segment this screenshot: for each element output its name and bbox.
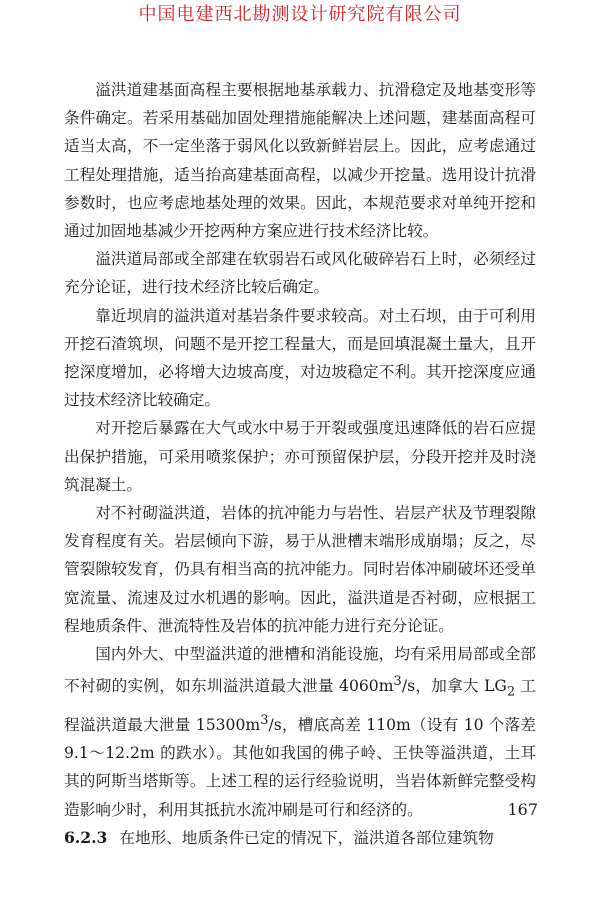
- text-run: 工程溢洪道最大泄量 15300m: [64, 677, 537, 734]
- paragraph-domestic-foreign-examples: [64, 640, 536, 824]
- watermark-header: 中国电建西北勘测设计研究院有限公司: [138, 4, 462, 25]
- superscript: 3: [260, 712, 269, 728]
- section-heading-6-2-3: [64, 824, 536, 852]
- page-number: 167: [507, 800, 538, 819]
- paragraph-dam-abutment: 靠近坝肩的溢洪道对基岩条件要求较高。对土石坝，由于可利用开挖石渣筑坝，问题不是开挖工程量大，而是回填混凝土量大，且开挖深度增加，必将增大边坡高度，对边坡稳定不利。其开挖深度应通过技术经济比较确定。: [64, 306, 536, 410]
- paragraph-rock-protection: 对开挖后暴露在大气或水中易于开裂或强度迅速降低的岩石应提出保护措施，可采用喷浆保护；亦可预留保护层，分段开挖并及时浇筑混凝土。: [64, 419, 536, 494]
- section-number: 6.2.3: [64, 827, 108, 847]
- paragraph-soft-rock: 溢洪道局部或全部建在软弱岩石或风化破碎岩石上时，必须经过充分论证，进行技术经济比较后确定。: [64, 250, 536, 297]
- paragraph-foundation-elevation: 溢洪道建基面高程主要根据地基承载力、抗滑稳定及地基变形等条件确定。若采用基础加固处理措施能解决上述问题，建基面高程可适当太高，不一定坐落于弱风化以致新鲜岩层上。因此，应考虑通过工程处理措施，适当抬高建基面高程，以减少开挖量。选用设计抗滑参数时，也应考虑地基处理的效果。因此，本规范要求对单纯开挖和通过加固地基减少开挖两种方案应进行技术经济比较。: [64, 81, 536, 241]
- superscript: 3: [393, 674, 402, 690]
- subscript: 2: [506, 684, 516, 700]
- paragraph-unlined-spillway: 对不衬砌溢洪道，岩体的抗冲能力与岩性、岩层产状及节理裂隙发育程度有关。岩层倾向下游，易于从泄槽末端形成崩塌；反之，尽管裂隙较发育，仍具有相当高的抗冲能力。同时岩体冲刷破坏还受单宽流量、流速及过水机遇的影响。因此，溢洪道是否衬砌，应根据工程地质条件、泄流特性及岩体的抗冲能力进行充分论证。: [64, 504, 536, 635]
- section-text: 在地形、地质条件已定的情况下，溢洪道各部位建筑物: [119, 828, 494, 847]
- document-body: [64, 76, 536, 852]
- text-run: /s，槽底高差 110m（设有 10 个落差 9.1～12.2m 的跌水）。其他如我国的佛子岭、王快等溢洪道，土耳其的阿斯当塔斯等。上述工程的运行经验说明，当岩体新鲜完整受构造影响少时，利用其抵抗水流冲刷是可行和经济的。: [64, 715, 536, 819]
- text-run: /s，加拿大 LG: [401, 677, 507, 696]
- text-run: 国内外大、中型溢洪道的泄槽和消能设施，均有采用局部或全部不衬砌的实例，如东圳溢洪道最大泄量 4060m: [64, 645, 536, 696]
